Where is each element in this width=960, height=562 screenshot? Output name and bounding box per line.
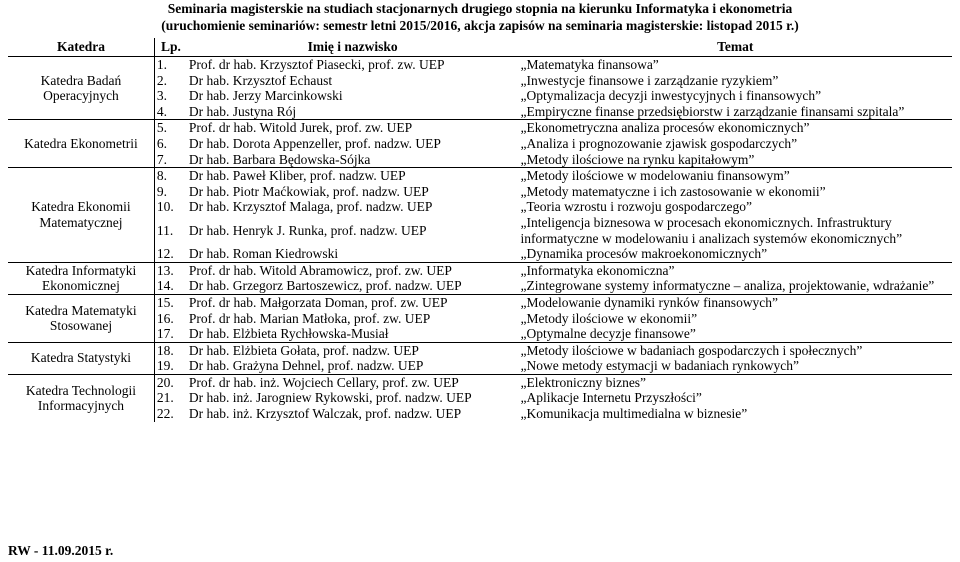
lp-cell: 21.	[156, 390, 174, 406]
seminar-table	[8, 38, 952, 422]
katedra-cell: Katedra Ekonomii Matematycznej	[8, 168, 154, 263]
supervisor-name: Dr hab. Jerzy Marcinkowski	[188, 88, 343, 104]
lp-cell: 20.	[154, 374, 186, 390]
seminar-topic: „Aplikacje Internetu Przyszłości”	[520, 390, 702, 406]
table-row	[8, 374, 952, 390]
lp-cell: 13.	[154, 262, 186, 278]
table-body	[8, 57, 952, 422]
lp-cell: 3.	[156, 88, 168, 104]
lp-cell: 6.	[156, 135, 168, 151]
seminar-topic: „Nowe metody estymacji w badaniach rynkowych”	[520, 358, 800, 374]
table-row	[8, 294, 952, 310]
lp-cell: 15.	[154, 294, 186, 310]
seminar-topic: „Metody ilościowe na rynku kapitałowym”	[520, 151, 755, 167]
seminar-topic: „Inwestycje finansowe i zarządzanie ryzykiem”	[520, 72, 779, 88]
supervisor-name: Dr hab. Justyna Rój	[188, 103, 297, 119]
column-header-imie: Imię i nazwisko	[187, 38, 519, 57]
seminar-topic: „Elektroniczny biznes”	[518, 374, 952, 390]
lp-cell: 9.	[156, 183, 168, 199]
table-header-row	[8, 38, 952, 57]
table-row	[8, 168, 952, 184]
seminar-topic: „Zintegrowane systemy informatyczne – analiza, projektowanie, wdrażanie”	[520, 278, 935, 294]
lp-cell: 11.	[156, 222, 174, 238]
supervisor-name: Dr hab. Elżbieta Rychłowska-Musiał	[188, 326, 389, 342]
seminar-topic: „Metody ilościowe w modelowaniu finansowym”	[518, 168, 952, 184]
seminar-topic: „Optymalne decyzje finansowe”	[520, 326, 696, 342]
seminar-topic: „Dynamika procesów makroekonomicznych”	[520, 246, 768, 262]
seminar-topic: „Teoria wzrostu i rozwoju gospodarczego”	[520, 199, 752, 215]
supervisor-name: Prof. dr hab. Małgorzata Doman, prof. zw. UEP	[187, 294, 519, 310]
table-row	[8, 262, 952, 278]
supervisor-name: Dr hab. Paweł Kliber, prof. nadzw. UEP	[187, 168, 519, 184]
lp-cell: 7.	[156, 151, 168, 167]
column-header-lp: Lp.	[154, 38, 186, 57]
supervisor-name: Prof. dr hab. inż. Wojciech Cellary, prof. zw. UEP	[187, 374, 519, 390]
supervisor-name: Prof. dr hab. Krzysztof Piasecki, prof. zw. UEP	[188, 57, 445, 72]
seminar-topic: „Modelowanie dynamiki rynków finansowych”	[518, 294, 952, 310]
seminar-topic: „Inteligencja biznesowa w procesach ekonomicznych. Infrastruktury informatyczne w modelowaniu i analizach systemów ekonomicznych”	[520, 214, 903, 246]
lp-cell: 2.	[156, 72, 168, 88]
supervisor-name: Dr hab. Dorota Appenzeller, prof. nadzw. UEP	[188, 135, 441, 151]
supervisor-name: Prof. dr hab. Witold Abramowicz, prof. zw. UEP	[187, 262, 519, 278]
lp-cell: 19.	[156, 358, 174, 374]
lp-cell: 17.	[156, 326, 174, 342]
lp-cell: 22.	[156, 406, 174, 422]
supervisor-name: Dr hab. inż. Krzysztof Walczak, prof. nadzw. UEP	[188, 406, 462, 422]
seminar-topic: „Ekonometryczna analiza procesów ekonomicznych”	[518, 120, 952, 136]
table-row	[8, 342, 952, 358]
seminar-topic: „Komunikacja multimedialna w biznesie”	[520, 406, 748, 422]
seminar-topic: „Metody matematyczne i ich zastosowanie w ekonomii”	[520, 183, 826, 199]
katedra-cell: Katedra Badań Operacyjnych	[8, 57, 154, 120]
katedra-cell: Katedra Statystyki	[8, 342, 154, 374]
column-header-temat: Temat	[518, 38, 952, 57]
katedra-cell: Katedra Ekonometrii	[8, 120, 154, 168]
supervisor-name: Prof. dr hab. Witold Jurek, prof. zw. UEP	[187, 120, 519, 136]
seminar-topic: „Metody ilościowe w badaniach gospodarczych i społecznych”	[518, 342, 952, 358]
katedra-cell: Katedra Matematyki Stosowanej	[8, 294, 154, 342]
document-subtitle: (uruchomienie seminariów: semestr letni 2015/2016, akcja zapisów na seminaria magisterskie: listopad 2015 r.)	[161, 17, 799, 33]
supervisor-name: Dr hab. Roman Kiedrowski	[188, 246, 339, 262]
column-header-katedra: Katedra	[8, 38, 154, 57]
seminar-topic: „Matematyka finansowa”	[520, 57, 659, 72]
seminar-topic: „Analiza i prognozowanie zjawisk gospodarczych”	[520, 135, 798, 151]
supervisor-name: Dr hab. Barbara Będowska-Sójka	[188, 151, 371, 167]
lp-cell: 12.	[156, 246, 174, 262]
document-title: Seminaria magisterskie na studiach stacjonarnych drugiego stopnia na kierunku Informatyka i ekonometria	[167, 1, 793, 16]
lp-cell: 4.	[156, 103, 168, 119]
supervisor-name: Dr hab. Krzysztof Echaust	[188, 72, 333, 88]
table-row	[8, 57, 952, 73]
seminar-topic: „Metody ilościowe w ekonomii”	[520, 310, 698, 326]
lp-cell: 5.	[154, 120, 186, 136]
lp-cell: 10.	[156, 199, 174, 215]
supervisor-name: Dr hab. Piotr Maćkowiak, prof. nadzw. UEP	[188, 183, 429, 199]
document-header	[0, 0, 960, 33]
lp-cell: 1.	[156, 57, 168, 72]
supervisor-name: Dr hab. Elżbieta Gołata, prof. nadzw. UEP	[187, 342, 519, 358]
seminar-topic: „Empiryczne finanse przedsiębiorstw i zarządzanie finansami szpitala”	[520, 103, 905, 119]
lp-cell: 18.	[154, 342, 186, 358]
katedra-cell: Katedra Informatyki Ekonomicznej	[8, 262, 154, 294]
seminar-topic: „Informatyka ekonomiczna”	[518, 262, 952, 278]
supervisor-name: Dr hab. Henryk J. Runka, prof. nadzw. UEP	[188, 222, 427, 238]
lp-cell: 16.	[156, 310, 174, 326]
document-footer: RW - 11.09.2015 r.	[8, 543, 114, 558]
seminar-topic: „Optymalizacja decyzji inwestycyjnych i finansowych”	[520, 88, 822, 104]
lp-cell: 8.	[154, 168, 186, 184]
supervisor-name: Prof. dr hab. Marian Matłoka, prof. zw. UEP	[188, 310, 431, 326]
supervisor-name: Dr hab. inż. Jarogniew Rykowski, prof. nadzw. UEP	[188, 390, 472, 406]
katedra-cell: Katedra Technologii Informacyjnych	[8, 374, 154, 421]
supervisor-name: Dr hab. Krzysztof Malaga, prof. nadzw. UEP	[188, 199, 433, 215]
lp-cell: 14.	[156, 278, 174, 294]
supervisor-name: Dr hab. Grażyna Dehnel, prof. nadzw. UEP	[188, 358, 424, 374]
table-row	[8, 120, 952, 136]
supervisor-name: Dr hab. Grzegorz Bartoszewicz, prof. nadzw. UEP	[188, 278, 462, 294]
